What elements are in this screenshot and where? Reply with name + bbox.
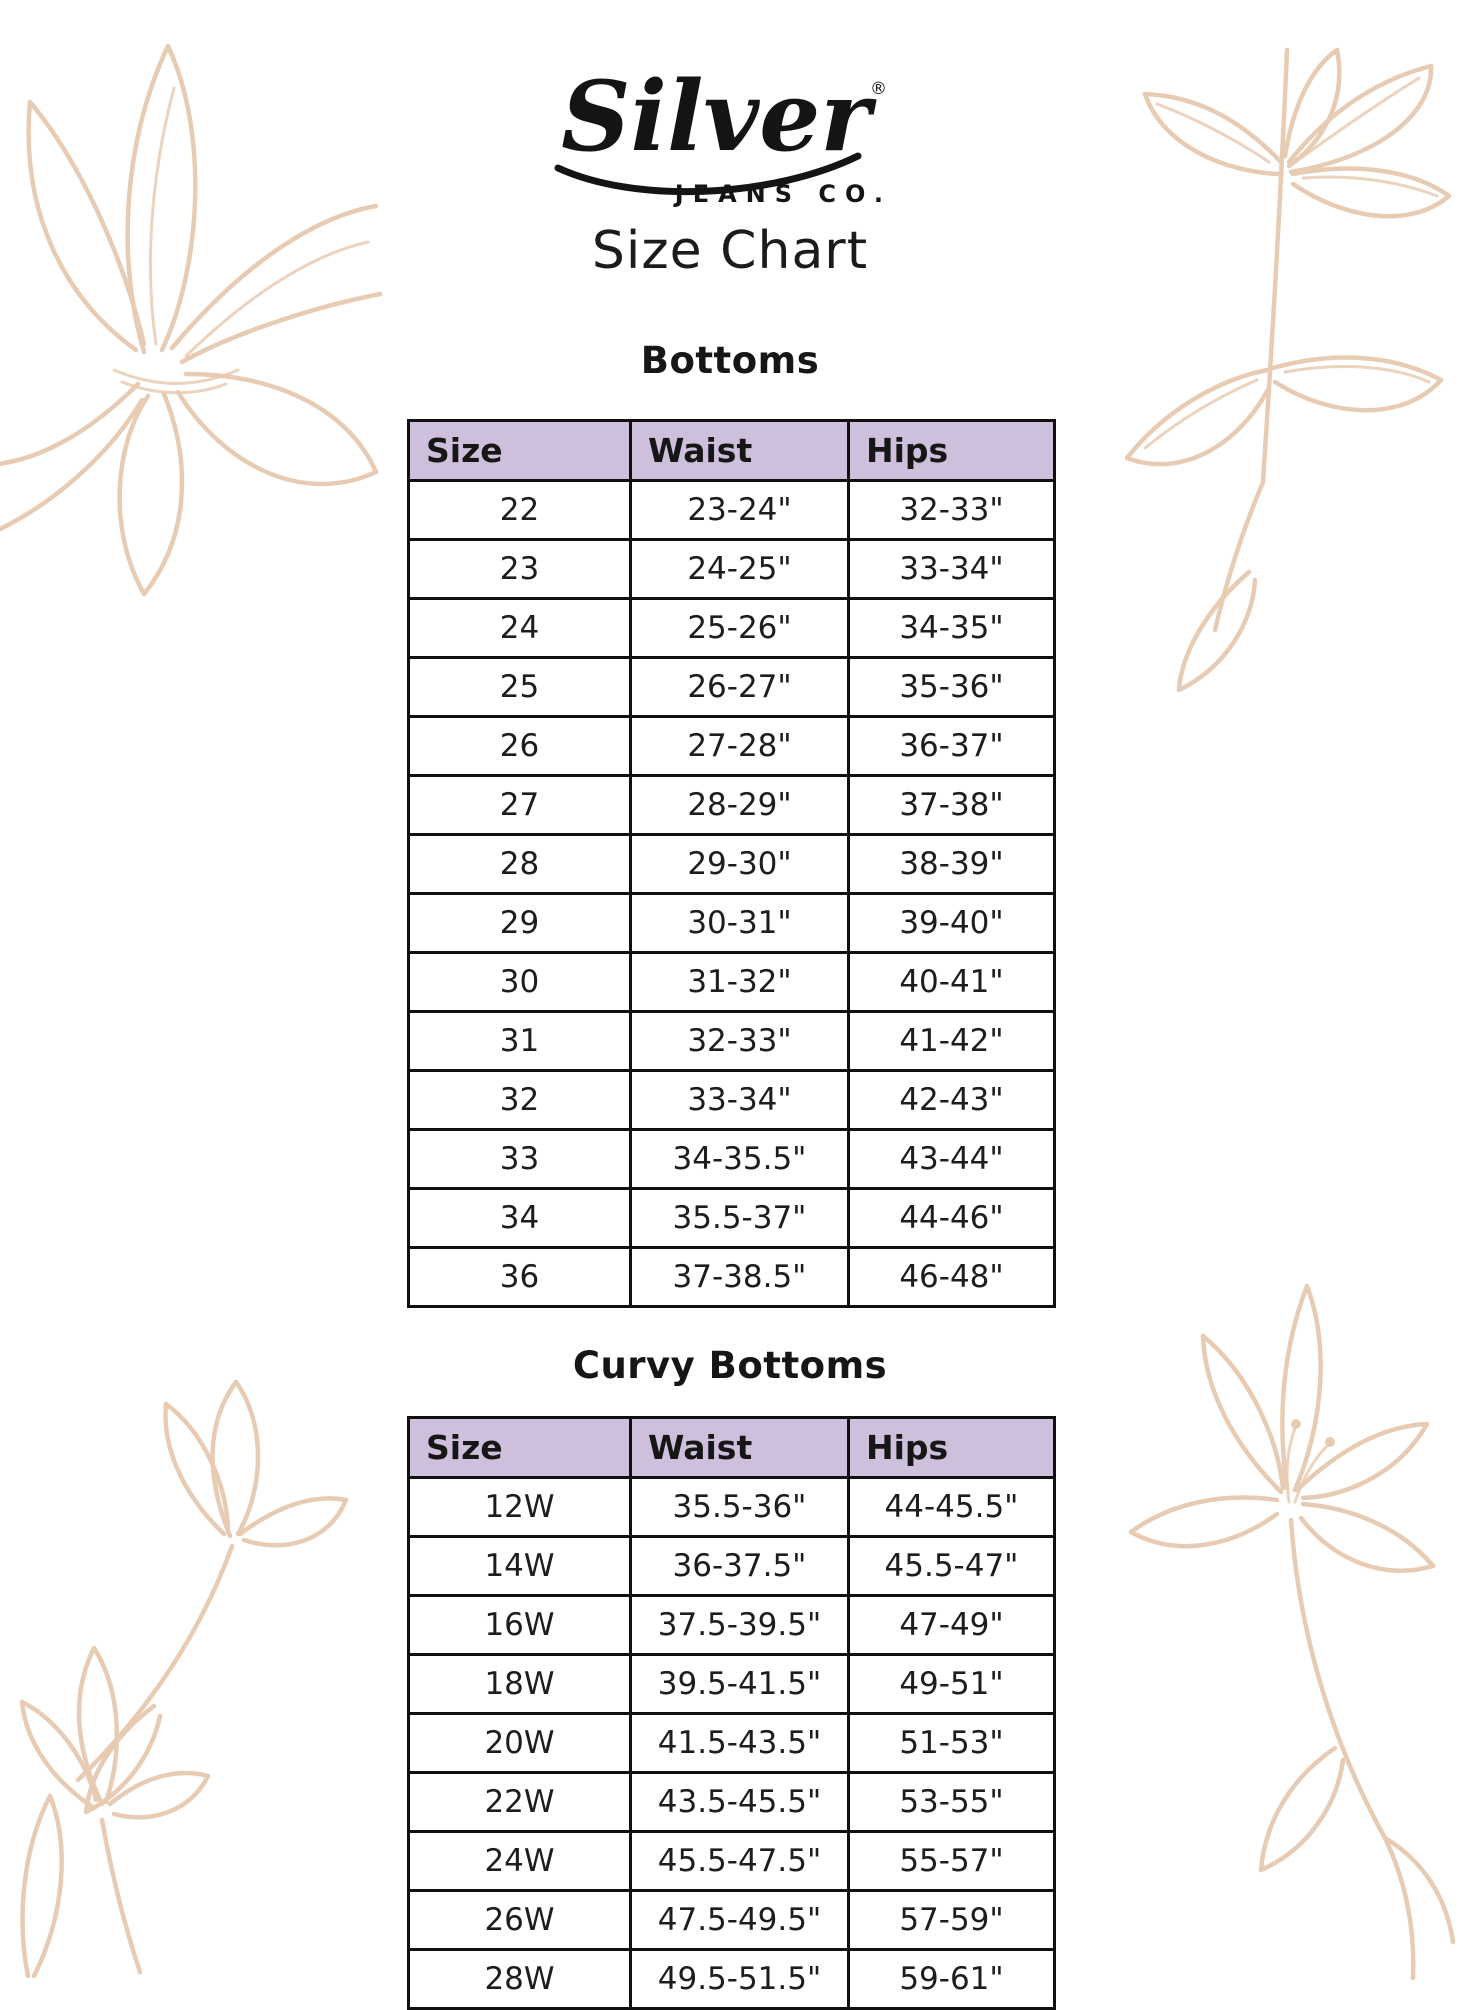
table-cell: 59-61" — [849, 1950, 1055, 2009]
table-cell: 18W — [409, 1655, 631, 1714]
table-row — [409, 1773, 1055, 1832]
table-row — [409, 1891, 1055, 1950]
table-cell: 32-33" — [849, 481, 1055, 540]
tulip-flowers-line-art-bottom-left-icon — [0, 1376, 398, 1984]
silver-jeans-logo — [407, 56, 1053, 215]
table-cell: 38-39" — [849, 835, 1055, 894]
column-header-hips: Hips — [849, 421, 1055, 481]
column-header-hips: Hips — [849, 1418, 1055, 1478]
table-cell: 24 — [409, 599, 631, 658]
table-cell: 35-36" — [849, 658, 1055, 717]
table-row — [409, 776, 1055, 835]
curvy-bottoms-size-table — [407, 1416, 1056, 2010]
table-cell: 22W — [409, 1773, 631, 1832]
table-row — [409, 1655, 1055, 1714]
table-cell: 28W — [409, 1950, 631, 2009]
table-row — [409, 717, 1055, 776]
table-cell: 31-32" — [631, 953, 849, 1012]
table-cell: 34-35" — [849, 599, 1055, 658]
column-header-size: Size — [409, 1418, 631, 1478]
table-cell: 57-59" — [849, 1891, 1055, 1950]
table-cell: 49.5-51.5" — [631, 1950, 849, 2009]
table-cell: 47-49" — [849, 1596, 1055, 1655]
table-cell: 33-34" — [631, 1071, 849, 1130]
table-cell: 27 — [409, 776, 631, 835]
table-cell: 36-37" — [849, 717, 1055, 776]
chart-content — [407, 56, 1053, 2010]
table-cell: 28 — [409, 835, 631, 894]
table-row — [409, 1012, 1055, 1071]
table-cell: 32-33" — [631, 1012, 849, 1071]
table-row — [409, 1832, 1055, 1891]
table-cell: 37-38.5" — [631, 1248, 849, 1307]
logo-subtext: JEANS CO. — [673, 180, 892, 208]
table-row — [409, 658, 1055, 717]
table-cell: 30 — [409, 953, 631, 1012]
table-cell: 29-30" — [631, 835, 849, 894]
table-cell: 53-55" — [849, 1773, 1055, 1832]
table-row — [409, 1189, 1055, 1248]
table-cell: 37-38" — [849, 776, 1055, 835]
table-cell: 26 — [409, 717, 631, 776]
table-cell: 40-41" — [849, 953, 1055, 1012]
section-heading-curvy-bottoms: Curvy Bottoms — [407, 1342, 1053, 1390]
logo-script-text: Silver — [561, 60, 877, 173]
table-cell: 22 — [409, 481, 631, 540]
section-heading-bottoms: Bottoms — [407, 337, 1053, 385]
table-cell: 42-43" — [849, 1071, 1055, 1130]
table-cell: 29 — [409, 894, 631, 953]
flower-line-art-top-left-icon — [0, 44, 388, 636]
table-cell: 26-27" — [631, 658, 849, 717]
table-cell: 41.5-43.5" — [631, 1714, 849, 1773]
table-row — [409, 1071, 1055, 1130]
table-cell: 47.5-49.5" — [631, 1891, 849, 1950]
table-cell: 35.5-36" — [631, 1478, 849, 1537]
table-cell: 23-24" — [631, 481, 849, 540]
table-cell: 14W — [409, 1537, 631, 1596]
page-title: Size Chart — [407, 221, 1053, 281]
table-cell: 24W — [409, 1832, 631, 1891]
table-cell: 32 — [409, 1071, 631, 1130]
table-cell: 39-40" — [849, 894, 1055, 953]
size-chart-page — [8, 56, 1453, 1974]
table-cell: 46-48" — [849, 1248, 1055, 1307]
lily-flower-line-art-bottom-right-icon — [1055, 1278, 1460, 1982]
table-cell: 28-29" — [631, 776, 849, 835]
column-header-waist: Waist — [631, 421, 849, 481]
table-cell: 36 — [409, 1248, 631, 1307]
table-row — [409, 953, 1055, 1012]
table-row — [409, 481, 1055, 540]
table-cell: 36-37.5" — [631, 1537, 849, 1596]
table-row — [409, 1537, 1055, 1596]
header-row — [409, 421, 1055, 481]
table-cell: 33-34" — [849, 540, 1055, 599]
table-cell: 34-35.5" — [631, 1130, 849, 1189]
table-cell: 51-53" — [849, 1714, 1055, 1773]
table-cell: 41-42" — [849, 1012, 1055, 1071]
table-cell: 30-31" — [631, 894, 849, 953]
table-cell: 44-45.5" — [849, 1478, 1055, 1537]
bottoms-size-table — [407, 419, 1056, 1308]
table-cell: 55-57" — [849, 1832, 1055, 1891]
table-cell: 24-25" — [631, 540, 849, 599]
table-cell: 43.5-45.5" — [631, 1773, 849, 1832]
table-row — [409, 835, 1055, 894]
table-row — [409, 1950, 1055, 2009]
leaf-branch-line-art-top-right-icon — [1097, 50, 1460, 698]
registered-trademark: ® — [870, 79, 887, 99]
table-cell: 49-51" — [849, 1655, 1055, 1714]
table-cell: 20W — [409, 1714, 631, 1773]
table-row — [409, 599, 1055, 658]
table-cell: 25 — [409, 658, 631, 717]
table-cell: 45.5-47.5" — [631, 1832, 849, 1891]
table-row — [409, 894, 1055, 953]
table-cell: 23 — [409, 540, 631, 599]
column-header-waist: Waist — [631, 1418, 849, 1478]
table-cell: 39.5-41.5" — [631, 1655, 849, 1714]
table-cell: 26W — [409, 1891, 631, 1950]
table-cell: 35.5-37" — [631, 1189, 849, 1248]
table-row — [409, 1130, 1055, 1189]
table-cell: 45.5-47" — [849, 1537, 1055, 1596]
table-row — [409, 1478, 1055, 1537]
table-cell: 34 — [409, 1189, 631, 1248]
table-cell: 43-44" — [849, 1130, 1055, 1189]
table-cell: 25-26" — [631, 599, 849, 658]
header-row — [409, 1418, 1055, 1478]
table-cell: 33 — [409, 1130, 631, 1189]
table-cell: 12W — [409, 1478, 631, 1537]
table-cell: 31 — [409, 1012, 631, 1071]
table-row — [409, 1596, 1055, 1655]
table-cell: 16W — [409, 1596, 631, 1655]
table-row — [409, 1248, 1055, 1307]
table-row — [409, 1714, 1055, 1773]
table-row — [409, 540, 1055, 599]
table-cell: 37.5-39.5" — [631, 1596, 849, 1655]
column-header-size: Size — [409, 421, 631, 481]
table-cell: 44-46" — [849, 1189, 1055, 1248]
table-cell: 27-28" — [631, 717, 849, 776]
